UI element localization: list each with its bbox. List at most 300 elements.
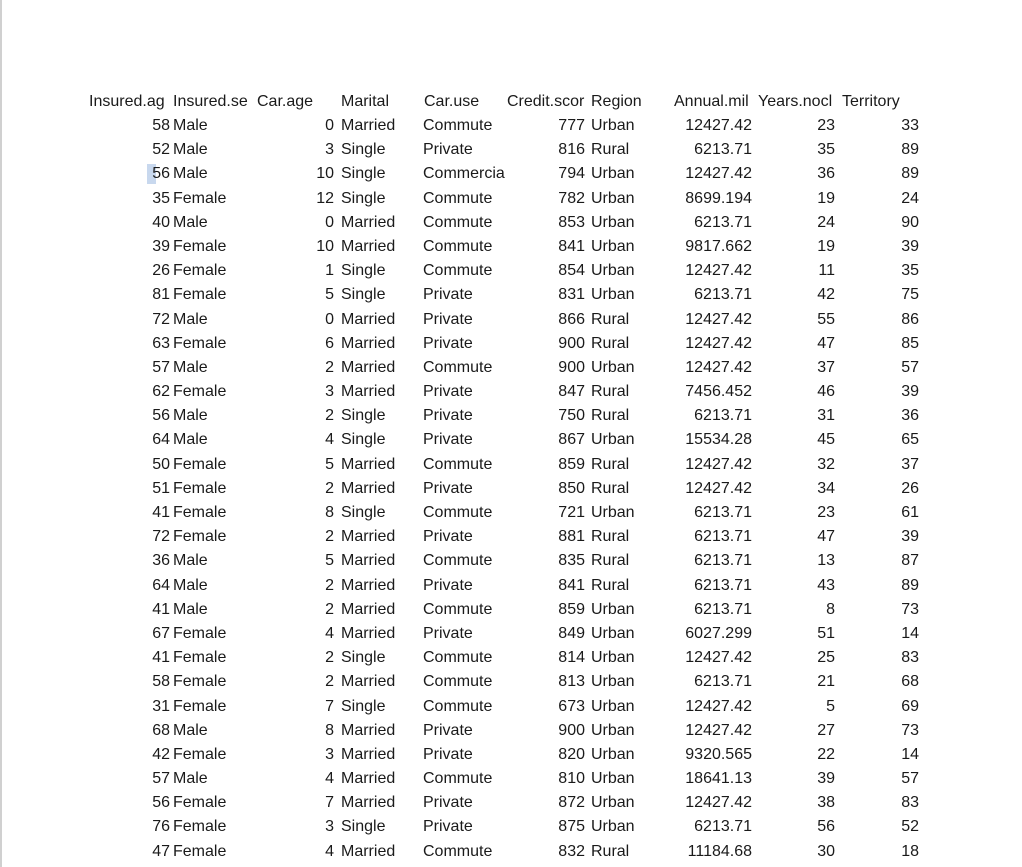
cell-insured-sex[interactable]: Female: [173, 794, 227, 812]
cell-car-age[interactable]: 2: [325, 407, 334, 425]
cell-years-noclaims[interactable]: 34: [817, 479, 835, 497]
cell-car-age[interactable]: 10: [316, 165, 334, 183]
cell-territory[interactable]: 35: [901, 262, 919, 280]
cell-credit-score[interactable]: 875: [558, 818, 585, 836]
cell-credit-score[interactable]: 881: [558, 528, 585, 546]
cell-car-use[interactable]: Private: [423, 721, 473, 739]
cell-marital[interactable]: Married: [341, 842, 396, 860]
cell-years-noclaims[interactable]: 36: [817, 165, 835, 183]
cell-region[interactable]: Rural: [591, 310, 630, 328]
cell-car-age[interactable]: 2: [325, 479, 334, 497]
cell-region[interactable]: Rural: [591, 383, 630, 401]
cell-car-age[interactable]: 7: [325, 697, 334, 715]
cell-insured-age[interactable]: 67: [152, 624, 170, 642]
cell-car-age[interactable]: 2: [325, 600, 334, 618]
cell-annual-miles[interactable]: 9320.565: [685, 745, 752, 763]
cell-credit-score[interactable]: 721: [558, 504, 585, 521]
cell-region[interactable]: Urban: [591, 794, 635, 812]
cell-annual-miles[interactable]: 12427.42: [685, 358, 752, 376]
cell-insured-sex[interactable]: Female: [173, 189, 227, 207]
cell-marital[interactable]: Married: [341, 455, 396, 473]
cell-years-noclaims[interactable]: 51: [817, 624, 835, 642]
cell-region[interactable]: Urban: [591, 697, 635, 715]
header-cell-marital[interactable]: Marital: [341, 93, 390, 110]
cell-car-age[interactable]: 3: [325, 745, 334, 763]
cell-car-age[interactable]: 5: [325, 552, 334, 570]
cell-territory[interactable]: 73: [901, 721, 919, 739]
cell-insured-age[interactable]: 62: [152, 383, 170, 401]
cell-years-noclaims[interactable]: 23: [817, 117, 835, 134]
cell-car-age[interactable]: 5: [325, 286, 334, 304]
cell-region[interactable]: Urban: [591, 770, 635, 788]
cell-annual-miles[interactable]: 6213.71: [694, 552, 752, 570]
cell-insured-age[interactable]: 35: [152, 189, 170, 207]
cell-annual-miles[interactable]: 12427.42: [685, 479, 752, 497]
cell-marital[interactable]: Married: [341, 310, 396, 328]
cell-years-noclaims[interactable]: 23: [817, 504, 835, 521]
cell-marital[interactable]: Single: [341, 649, 386, 667]
cell-territory[interactable]: 57: [901, 770, 919, 788]
cell-credit-score[interactable]: 872: [558, 794, 585, 812]
cell-region[interactable]: Urban: [591, 721, 635, 739]
cell-credit-score[interactable]: 831: [558, 286, 585, 304]
cell-marital[interactable]: Married: [341, 383, 396, 401]
cell-annual-miles[interactable]: 6213.71: [694, 213, 752, 231]
cell-insured-age[interactable]: 36: [152, 552, 170, 570]
cell-years-noclaims[interactable]: 31: [817, 407, 835, 425]
cell-car-use[interactable]: Commute: [423, 504, 493, 521]
cell-marital[interactable]: Married: [341, 624, 396, 642]
cell-car-age[interactable]: 2: [325, 358, 334, 376]
cell-insured-sex[interactable]: Female: [173, 262, 227, 280]
cell-car-use[interactable]: Private: [423, 479, 473, 497]
cell-years-noclaims[interactable]: 27: [817, 721, 835, 739]
cell-territory[interactable]: 89: [901, 165, 919, 183]
cell-territory[interactable]: 14: [901, 624, 919, 642]
cell-credit-score[interactable]: 859: [558, 455, 585, 473]
cell-car-age[interactable]: 12: [316, 189, 334, 207]
cell-annual-miles[interactable]: 12427.42: [685, 334, 752, 352]
cell-credit-score[interactable]: 673: [558, 697, 585, 715]
cell-years-noclaims[interactable]: 45: [817, 431, 835, 449]
cell-car-use[interactable]: Private: [423, 818, 473, 836]
cell-car-use[interactable]: Commute: [423, 262, 493, 280]
cell-insured-age[interactable]: 64: [152, 431, 170, 449]
header-cell-credit-score[interactable]: Credit.scor: [507, 93, 585, 110]
cell-years-noclaims[interactable]: 47: [817, 528, 835, 546]
cell-insured-age[interactable]: 64: [152, 576, 170, 594]
cell-region[interactable]: Urban: [591, 649, 635, 667]
cell-annual-miles[interactable]: 18641.13: [685, 770, 752, 788]
cell-region[interactable]: Rural: [591, 842, 630, 860]
cell-marital[interactable]: Married: [341, 479, 396, 497]
cell-territory[interactable]: 85: [901, 334, 919, 352]
cell-car-use[interactable]: Commute: [423, 673, 493, 691]
cell-annual-miles[interactable]: 12427.42: [685, 165, 752, 183]
cell-car-use[interactable]: Commute: [423, 189, 493, 207]
cell-years-noclaims[interactable]: 37: [817, 358, 835, 376]
cell-insured-sex[interactable]: Male: [173, 770, 208, 788]
cell-region[interactable]: Urban: [591, 286, 635, 304]
cell-years-noclaims[interactable]: 55: [817, 310, 835, 328]
cell-territory[interactable]: 68: [901, 673, 919, 691]
cell-insured-age[interactable]: 57: [152, 358, 170, 376]
cell-marital[interactable]: Single: [341, 262, 386, 280]
cell-insured-sex[interactable]: Male: [173, 213, 208, 231]
cell-region[interactable]: Rural: [591, 479, 630, 497]
cell-car-use[interactable]: Commute: [423, 552, 493, 570]
cell-insured-age[interactable]: 31: [152, 697, 170, 715]
cell-car-use[interactable]: Commute: [423, 213, 493, 231]
cell-insured-age[interactable]: 76: [152, 818, 170, 836]
cell-territory[interactable]: 75: [901, 286, 919, 304]
cell-insured-sex[interactable]: Female: [173, 528, 227, 546]
cell-credit-score[interactable]: 847: [558, 383, 585, 401]
cell-years-noclaims[interactable]: 32: [817, 455, 835, 473]
cell-insured-age[interactable]: 51: [152, 479, 170, 497]
cell-marital[interactable]: Married: [341, 117, 396, 134]
cell-car-age[interactable]: 0: [325, 117, 334, 134]
cell-marital[interactable]: Married: [341, 576, 396, 594]
cell-car-age[interactable]: 4: [325, 431, 334, 449]
cell-region[interactable]: Urban: [591, 358, 635, 376]
cell-years-noclaims[interactable]: 8: [826, 600, 835, 618]
cell-annual-miles[interactable]: 12427.42: [685, 310, 752, 328]
cell-marital[interactable]: Single: [341, 407, 386, 425]
cell-territory[interactable]: 87: [901, 552, 919, 570]
cell-territory[interactable]: 39: [901, 383, 919, 401]
cell-annual-miles[interactable]: 7456.452: [685, 383, 752, 401]
cell-marital[interactable]: Married: [341, 237, 396, 255]
cell-insured-age[interactable]: 58: [152, 673, 170, 691]
cell-car-use[interactable]: Commute: [423, 600, 493, 618]
cell-car-age[interactable]: 8: [325, 504, 334, 521]
cell-insured-age[interactable]: 81: [152, 286, 170, 304]
cell-annual-miles[interactable]: 12427.42: [685, 649, 752, 667]
cell-marital[interactable]: Married: [341, 721, 396, 739]
cell-insured-age[interactable]: 72: [152, 528, 170, 546]
cell-marital[interactable]: Single: [341, 141, 386, 159]
cell-territory[interactable]: 18: [901, 842, 919, 860]
cell-marital[interactable]: Married: [341, 358, 396, 376]
cell-insured-sex[interactable]: Male: [173, 358, 208, 376]
cell-years-noclaims[interactable]: 11: [818, 262, 835, 280]
cell-insured-sex[interactable]: Male: [173, 431, 208, 449]
cell-insured-sex[interactable]: Male: [173, 310, 208, 328]
cell-insured-sex[interactable]: Female: [173, 455, 227, 473]
cell-insured-age[interactable]: 41: [152, 504, 170, 521]
cell-territory[interactable]: 86: [901, 310, 919, 328]
cell-territory[interactable]: 36: [901, 407, 919, 425]
cell-insured-age[interactable]: 26: [152, 262, 170, 280]
cell-car-age[interactable]: 10: [316, 237, 334, 255]
header-cell-years-noclaims[interactable]: Years.nocl: [758, 93, 833, 110]
cell-annual-miles[interactable]: 11184.68: [687, 842, 752, 860]
cell-years-noclaims[interactable]: 25: [817, 649, 835, 667]
cell-insured-sex[interactable]: Female: [173, 286, 227, 304]
cell-insured-sex[interactable]: Male: [173, 141, 208, 159]
cell-territory[interactable]: 39: [901, 237, 919, 255]
cell-years-noclaims[interactable]: 39: [817, 770, 835, 788]
cell-insured-sex[interactable]: Male: [173, 165, 208, 183]
cell-annual-miles[interactable]: 9817.662: [685, 237, 752, 255]
cell-credit-score[interactable]: 900: [558, 334, 585, 352]
cell-region[interactable]: Rural: [591, 455, 630, 473]
cell-insured-age[interactable]: 56: [152, 794, 170, 812]
cell-region[interactable]: Rural: [591, 528, 630, 546]
cell-car-age[interactable]: 8: [325, 721, 334, 739]
cell-car-use[interactable]: Private: [423, 576, 473, 594]
cell-car-use[interactable]: Commute: [423, 649, 493, 667]
cell-insured-sex[interactable]: Male: [173, 552, 208, 570]
header-cell-insured-sex[interactable]: Insured.se: [173, 93, 248, 110]
cell-marital[interactable]: Married: [341, 213, 396, 231]
cell-insured-age[interactable]: 39: [152, 237, 170, 255]
cell-car-age[interactable]: 3: [325, 383, 334, 401]
cell-territory[interactable]: 52: [901, 818, 919, 836]
cell-years-noclaims[interactable]: 13: [817, 552, 835, 570]
header-cell-annual-miles[interactable]: Annual.mil: [674, 93, 749, 110]
cell-credit-score[interactable]: 854: [558, 262, 585, 280]
header-cell-territory[interactable]: Territory: [842, 93, 900, 110]
cell-region[interactable]: Rural: [591, 407, 630, 425]
cell-car-age[interactable]: 2: [325, 576, 334, 594]
cell-car-age[interactable]: 1: [325, 262, 334, 280]
cell-insured-sex[interactable]: Male: [173, 721, 208, 739]
cell-insured-age[interactable]: 40: [152, 213, 170, 231]
cell-insured-sex[interactable]: Female: [173, 649, 227, 667]
cell-car-age[interactable]: 0: [325, 213, 334, 231]
cell-territory[interactable]: 37: [901, 455, 919, 473]
cell-insured-sex[interactable]: Female: [173, 383, 227, 401]
cell-territory[interactable]: 83: [901, 794, 919, 812]
cell-territory[interactable]: 89: [901, 576, 919, 594]
cell-region[interactable]: Urban: [591, 745, 635, 763]
cell-insured-sex[interactable]: Male: [173, 407, 208, 425]
cell-car-use[interactable]: Private: [423, 286, 473, 304]
cell-credit-score[interactable]: 750: [558, 407, 585, 425]
cell-insured-sex[interactable]: Female: [173, 624, 227, 642]
cell-car-use[interactable]: Private: [423, 794, 473, 812]
cell-insured-sex[interactable]: Female: [173, 697, 227, 715]
cell-marital[interactable]: Married: [341, 673, 396, 691]
cell-annual-miles[interactable]: 12427.42: [685, 455, 752, 473]
cell-annual-miles[interactable]: 12427.42: [685, 262, 752, 280]
cell-region[interactable]: Urban: [591, 431, 635, 449]
cell-marital[interactable]: Married: [341, 600, 396, 618]
cell-car-use[interactable]: Private: [423, 141, 473, 159]
cell-marital[interactable]: Married: [341, 334, 396, 352]
cell-years-noclaims[interactable]: 42: [817, 286, 835, 304]
cell-annual-miles[interactable]: 8699.194: [685, 189, 752, 207]
cell-marital[interactable]: Married: [341, 794, 396, 812]
cell-car-use[interactable]: Commute: [423, 455, 493, 473]
cell-annual-miles[interactable]: 6213.71: [694, 407, 752, 425]
cell-territory[interactable]: 89: [901, 141, 919, 159]
cell-insured-age[interactable]: 63: [152, 334, 170, 352]
cell-territory[interactable]: 14: [901, 745, 919, 763]
cell-region[interactable]: Rural: [591, 141, 630, 159]
cell-region[interactable]: Urban: [591, 237, 635, 255]
cell-marital[interactable]: Single: [341, 504, 386, 521]
cell-car-age[interactable]: 3: [325, 141, 334, 159]
cell-years-noclaims[interactable]: 56: [817, 818, 835, 836]
cell-credit-score[interactable]: 859: [558, 600, 585, 618]
cell-marital[interactable]: Single: [341, 189, 386, 207]
cell-car-use[interactable]: Commute: [423, 842, 493, 860]
cell-years-noclaims[interactable]: 22: [817, 745, 835, 763]
cell-annual-miles[interactable]: 6213.71: [694, 576, 752, 594]
cell-insured-age[interactable]: 50: [152, 455, 170, 473]
cell-territory[interactable]: 73: [901, 600, 919, 618]
cell-insured-age[interactable]: 41: [152, 649, 170, 667]
cell-region[interactable]: Urban: [591, 624, 635, 642]
cell-credit-score[interactable]: 816: [558, 141, 585, 159]
cell-insured-sex[interactable]: Female: [173, 673, 227, 691]
cell-years-noclaims[interactable]: 21: [817, 673, 835, 691]
cell-territory[interactable]: 33: [901, 117, 919, 134]
cell-credit-score[interactable]: 841: [558, 576, 585, 594]
cell-credit-score[interactable]: 849: [558, 624, 585, 642]
cell-insured-sex[interactable]: Female: [173, 334, 227, 352]
cell-years-noclaims[interactable]: 38: [817, 794, 835, 812]
cell-insured-sex[interactable]: Female: [173, 504, 227, 521]
cell-car-age[interactable]: 3: [325, 818, 334, 836]
cell-territory[interactable]: 39: [901, 528, 919, 546]
cell-car-age[interactable]: 4: [325, 842, 334, 860]
cell-territory[interactable]: 26: [901, 479, 919, 497]
cell-region[interactable]: Urban: [591, 189, 635, 207]
cell-credit-score[interactable]: 810: [558, 770, 585, 788]
cell-car-use[interactable]: Private: [423, 310, 473, 328]
cell-annual-miles[interactable]: 6213.71: [694, 673, 752, 691]
cell-insured-age[interactable]: 58: [152, 117, 170, 134]
cell-insured-age[interactable]: 68: [152, 721, 170, 739]
cell-annual-miles[interactable]: 6213.71: [694, 818, 752, 836]
cell-insured-age[interactable]: 56: [152, 165, 170, 183]
cell-insured-sex[interactable]: Female: [173, 842, 227, 860]
cell-marital[interactable]: Single: [341, 818, 386, 836]
cell-annual-miles[interactable]: 12427.42: [685, 117, 752, 134]
cell-car-use[interactable]: Private: [423, 431, 473, 449]
cell-region[interactable]: Urban: [591, 165, 635, 183]
cell-years-noclaims[interactable]: 46: [817, 383, 835, 401]
cell-car-use[interactable]: Private: [423, 334, 473, 352]
cell-years-noclaims[interactable]: 19: [817, 237, 835, 255]
cell-region[interactable]: Rural: [591, 334, 630, 352]
cell-territory[interactable]: 90: [901, 213, 919, 231]
cell-insured-age[interactable]: 52: [152, 141, 170, 159]
cell-insured-sex[interactable]: Male: [173, 600, 208, 618]
cell-years-noclaims[interactable]: 24: [817, 213, 835, 231]
cell-credit-score[interactable]: 814: [558, 649, 585, 667]
cell-insured-sex[interactable]: Female: [173, 818, 227, 836]
cell-region[interactable]: Urban: [591, 117, 635, 134]
cell-region[interactable]: Rural: [591, 576, 630, 594]
header-cell-insured-age[interactable]: Insured.ag: [89, 93, 165, 110]
cell-car-use[interactable]: Private: [423, 745, 473, 763]
cell-annual-miles[interactable]: 6213.71: [694, 600, 752, 618]
cell-credit-score[interactable]: 866: [558, 310, 585, 328]
cell-car-use[interactable]: Commute: [423, 117, 493, 134]
cell-car-age[interactable]: 4: [325, 624, 334, 642]
cell-territory[interactable]: 24: [901, 189, 919, 207]
cell-marital[interactable]: Single: [341, 431, 386, 449]
cell-credit-score[interactable]: 777: [558, 117, 585, 134]
cell-region[interactable]: Rural: [591, 552, 630, 570]
header-cell-car-age[interactable]: Car.age: [257, 93, 314, 110]
cell-insured-sex[interactable]: Female: [173, 237, 227, 255]
cell-car-age[interactable]: 7: [325, 794, 334, 812]
cell-marital[interactable]: Married: [341, 552, 396, 570]
cell-insured-age[interactable]: 72: [152, 310, 170, 328]
cell-marital[interactable]: Married: [341, 745, 396, 763]
cell-credit-score[interactable]: 900: [558, 721, 585, 739]
cell-territory[interactable]: 61: [901, 504, 919, 521]
cell-car-use[interactable]: Private: [423, 407, 473, 425]
cell-marital[interactable]: Single: [341, 165, 386, 183]
cell-car-use[interactable]: Commute: [423, 697, 493, 715]
cell-annual-miles[interactable]: 12427.42: [685, 794, 752, 812]
cell-car-age[interactable]: 2: [325, 649, 334, 667]
cell-region[interactable]: Urban: [591, 600, 635, 618]
cell-insured-age[interactable]: 42: [152, 745, 170, 763]
cell-car-use[interactable]: Commercia: [423, 165, 505, 183]
cell-credit-score[interactable]: 782: [558, 189, 585, 207]
cell-region[interactable]: Urban: [591, 213, 635, 231]
cell-annual-miles[interactable]: 6213.71: [694, 528, 752, 546]
cell-annual-miles[interactable]: 6213.71: [694, 141, 752, 159]
cell-region[interactable]: Urban: [591, 262, 635, 280]
cell-region[interactable]: Urban: [591, 673, 635, 691]
cell-car-use[interactable]: Private: [423, 528, 473, 546]
cell-territory[interactable]: 69: [901, 697, 919, 715]
cell-car-age[interactable]: 6: [325, 334, 334, 352]
cell-insured-sex[interactable]: Male: [173, 117, 208, 134]
cell-territory[interactable]: 83: [901, 649, 919, 667]
cell-years-noclaims[interactable]: 5: [826, 697, 835, 715]
cell-insured-age[interactable]: 41: [152, 600, 170, 618]
cell-years-noclaims[interactable]: 35: [817, 141, 835, 159]
cell-insured-age[interactable]: 57: [152, 770, 170, 788]
cell-credit-score[interactable]: 832: [558, 842, 585, 860]
cell-car-use[interactable]: Commute: [423, 237, 493, 255]
cell-annual-miles[interactable]: 15534.28: [685, 431, 752, 449]
cell-car-age[interactable]: 2: [325, 528, 334, 546]
cell-annual-miles[interactable]: 6213.71: [694, 286, 752, 304]
cell-credit-score[interactable]: 820: [558, 745, 585, 763]
cell-marital[interactable]: Single: [341, 286, 386, 304]
cell-car-age[interactable]: 2: [325, 673, 334, 691]
cell-credit-score[interactable]: 853: [558, 213, 585, 231]
cell-car-use[interactable]: Commute: [423, 358, 493, 376]
cell-insured-sex[interactable]: Female: [173, 745, 227, 763]
cell-credit-score[interactable]: 850: [558, 479, 585, 497]
cell-insured-sex[interactable]: Male: [173, 576, 208, 594]
header-cell-region[interactable]: Region: [591, 93, 642, 110]
cell-credit-score[interactable]: 841: [558, 237, 585, 255]
cell-car-use[interactable]: Private: [423, 383, 473, 401]
cell-car-use[interactable]: Commute: [423, 770, 493, 788]
cell-annual-miles[interactable]: 12427.42: [685, 721, 752, 739]
cell-credit-score[interactable]: 794: [558, 165, 585, 183]
cell-region[interactable]: Urban: [591, 818, 635, 836]
cell-annual-miles[interactable]: 12427.42: [685, 697, 752, 715]
cell-marital[interactable]: Single: [341, 697, 386, 715]
cell-territory[interactable]: 57: [901, 358, 919, 376]
cell-credit-score[interactable]: 813: [558, 673, 585, 691]
cell-credit-score[interactable]: 835: [558, 552, 585, 570]
